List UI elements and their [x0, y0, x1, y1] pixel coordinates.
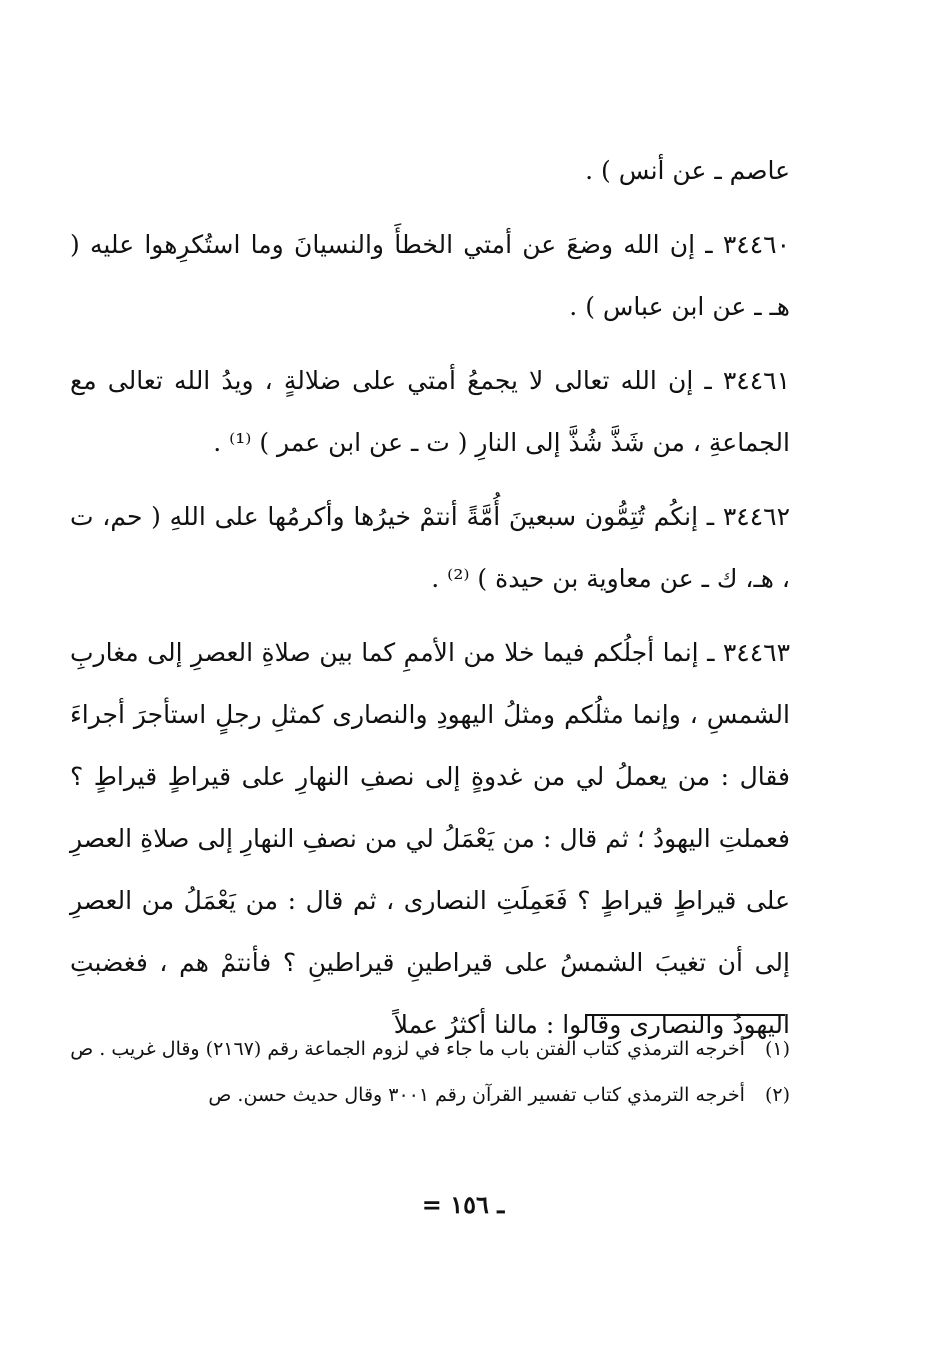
hadith-number: ٣٤٤٦٣: [722, 638, 791, 667]
hadith-text: ـ إنكُم تُتِمُّون سبعينَ أُمَّةً أنتمْ خيرُها وأكرمُها على اللهِ ( حم، ت ، هـ، ك ـ عن معاوية بن حيدة ) ⁽²⁾ .: [70, 502, 790, 593]
hadith-text: ـ إن الله تعالى لا يجمعُ أمتي على ضلالةٍ ، ويدُ الله تعالى مع الجماعةِ ، من شَذَّ شُذَّ إلى النارِ ( ت ـ عن ابن عمر ) ⁽¹⁾ .: [70, 366, 790, 457]
hadith-number: ٣٤٤٦٠: [722, 230, 790, 259]
paragraph-continuation: [70, 140, 790, 202]
hadith-34462: [70, 486, 790, 610]
main-text: [70, 140, 790, 1068]
hadith-34463: [70, 622, 790, 1056]
hadith-text: ـ إنما أجلُكم فيما خلا من الأممِ كما بين صلاةِ العصرِ إلى مغاربِ الشمسِ ، وإنما مثلُكم ومثلُ اليهودِ والنصارى كمثلِ رجلٍ استأجرَ أجراءَ فقال : من يعملُ لي من غدوةٍ إلى نصفِ النهارِ على قيراطٍ قيراطٍ ؟ فعملتِ اليهودُ ؛ ثم قال : من يَعْمَلُ لي من نصفِ النهارِ إلى صلاةِ العصرِ على قيراطٍ قيراطٍ ؟ فَعَمِلَتِ النصارى ، ثم قال : من يَعْمَلُ من العصرِ إلى أن تغيبَ الشمسُ على قيراطينِ قيراطينِ ؟ فأنتمْ هم ، فغضبتِ اليهودُ والنصارى وقالوا : مالنا أكثرُ عملاً: [70, 638, 790, 1039]
footnote-2: [70, 1076, 790, 1114]
hadith-34461: [70, 350, 790, 474]
hadith-number: ٣٤٤٦٢: [722, 502, 790, 531]
footnote-divider: [585, 1014, 785, 1016]
hadith-34460: [70, 214, 790, 338]
footnote-number: (١): [764, 1038, 790, 1060]
page-number: ـ ١٥٦ =: [421, 1190, 505, 1219]
hadith-text: ـ إن الله وضعَ عن أمتي الخطأَ والنسيانَ وما استُكرِهوا عليه ( هـ ـ عن ابن عباس ) .: [70, 230, 790, 321]
footnote-1: [70, 1030, 790, 1068]
footnote-text: أخرجه الترمذي كتاب الفتن باب ما جاء في لزوم الجماعة رقم (٢١٦٧) وقال غريب . ص: [70, 1038, 745, 1060]
footnotes: [70, 1030, 790, 1122]
hadith-number: ٣٤٤٦١: [722, 366, 790, 395]
footnote-text: أخرجه الترمذي كتاب تفسير القرآن رقم ٣٠٠١ وقال حديث حسن. ص: [208, 1084, 745, 1106]
paragraph-text: عاصم ـ عن أنس ) .: [585, 156, 790, 185]
footnote-number: (٢): [764, 1084, 790, 1106]
